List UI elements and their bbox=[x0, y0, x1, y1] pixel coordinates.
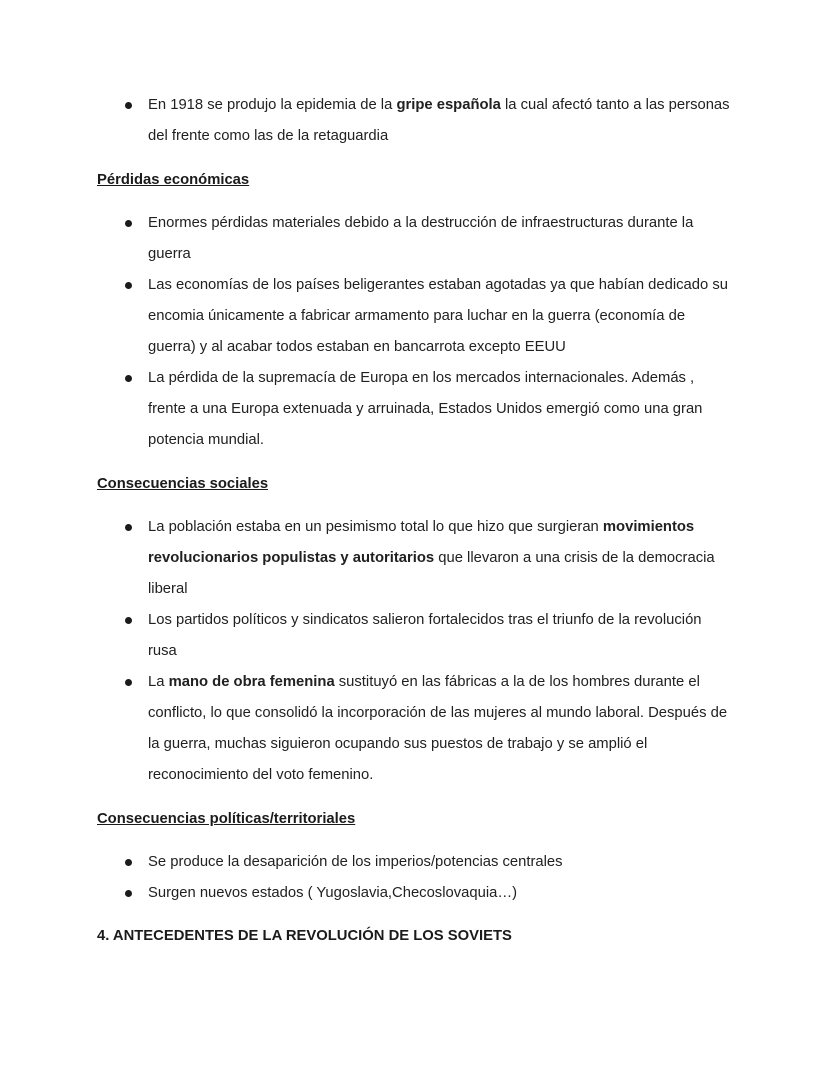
bullet-marker bbox=[125, 617, 132, 624]
bullet-marker bbox=[125, 679, 132, 686]
text-run: Surgen nuevos estados ( Yugoslavia,Checoslovaquia…) bbox=[148, 885, 518, 901]
bold-text-run: gripe española bbox=[396, 97, 501, 113]
bullet-marker bbox=[125, 859, 132, 866]
section-heading: Pérdidas económicas bbox=[97, 172, 250, 188]
list-item bbox=[97, 208, 730, 270]
list-item bbox=[97, 512, 730, 605]
bullet-marker bbox=[125, 282, 132, 289]
list-item-text bbox=[148, 847, 563, 878]
list-item bbox=[97, 605, 730, 667]
list-item-text bbox=[148, 363, 730, 456]
text-run: Las economías de los países beligerantes estaban agotadas ya que habían dedicado su encomia únicamente a fabricar armamento para luchar en la guerra (economía de guerra) y al acabar todos estaban en bancarrota excepto EEUU bbox=[148, 277, 728, 355]
chapter-title: 4. ANTECEDENTES DE LA REVOLUCIÓN DE LOS SOVIETS bbox=[97, 928, 512, 944]
text-run: Los partidos políticos y sindicatos salieron fortalecidos tras el triunfo de la revolución rusa bbox=[148, 612, 702, 659]
bullet-marker bbox=[125, 220, 132, 227]
text-run: Se produce la desaparición de los imperios/potencias centrales bbox=[148, 854, 563, 870]
list-item bbox=[97, 878, 730, 909]
text-run: que llevaron a una crisis de la democracia liberal bbox=[148, 550, 715, 597]
list-item-text bbox=[148, 512, 730, 605]
bullet-marker bbox=[125, 102, 132, 109]
list-item-text bbox=[148, 878, 517, 909]
list-item bbox=[97, 847, 730, 878]
document-content bbox=[97, 90, 730, 952]
text-run: La bbox=[148, 674, 169, 690]
list-item bbox=[97, 270, 730, 363]
list-item-text bbox=[148, 208, 730, 270]
list-item-text bbox=[148, 270, 730, 363]
list-item bbox=[97, 90, 730, 152]
text-run: En 1918 se produjo la epidemia de la bbox=[148, 97, 397, 113]
section-heading: Consecuencias políticas/territoriales bbox=[97, 811, 356, 827]
bold-text-run: mano de obra femenina bbox=[168, 674, 335, 690]
text-run: sustituyó en las fábricas a la de los hombres durante el conflicto, lo que consolidó la incorporación de las mujeres al mundo laboral. Después de la guerra, muchas siguieron ocupando sus puestos de trabajo y se amplió el reconocimiento del voto femenino. bbox=[148, 674, 728, 783]
list-item bbox=[97, 667, 730, 791]
list-item bbox=[97, 363, 730, 456]
text-run: la cual afectó tanto a las personas del frente como las de la retaguardia bbox=[148, 97, 730, 144]
list-item-text bbox=[148, 667, 730, 791]
bullet-marker bbox=[125, 375, 132, 382]
bullet-marker bbox=[125, 524, 132, 531]
bullet-marker bbox=[125, 890, 132, 897]
bold-text-run: movimientos revolucionarios populistas y autoritarios bbox=[148, 519, 695, 566]
text-run: La población estaba en un pesimismo total lo que hizo que surgieran bbox=[148, 519, 603, 535]
text-run: La pérdida de la supremacía de Europa en los mercados internacionales. Además , frente a una Europa extenuada y arruinada, Estados Unidos emergió como una gran potencia mundial. bbox=[148, 370, 703, 448]
list-item-text bbox=[148, 605, 730, 667]
text-run: Enormes pérdidas materiales debido a la destrucción de infraestructuras durante la guerra bbox=[148, 215, 694, 262]
list-item-text bbox=[148, 90, 730, 152]
section-heading: Consecuencias sociales bbox=[97, 476, 269, 492]
